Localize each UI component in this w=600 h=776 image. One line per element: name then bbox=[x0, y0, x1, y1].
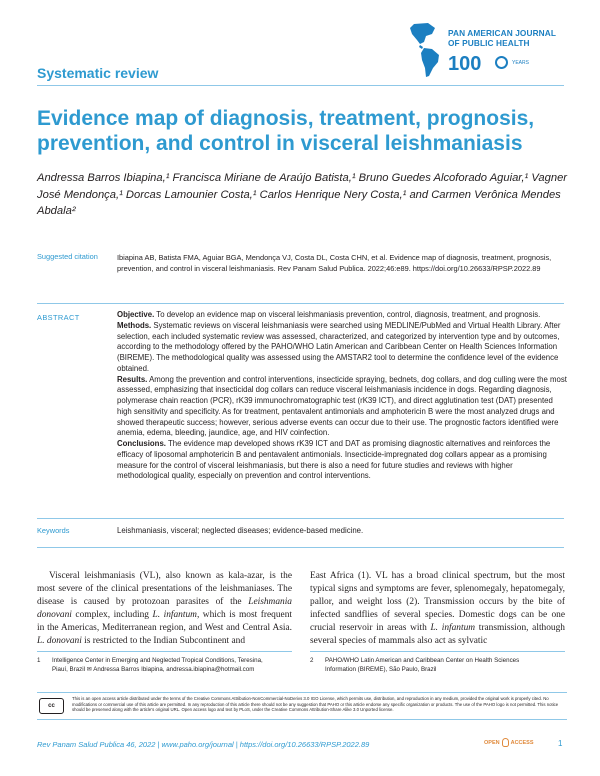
footnote-divider-right bbox=[310, 651, 565, 652]
journal-name-line2: OF PUBLIC HEALTH bbox=[448, 38, 530, 48]
page-number: 1 bbox=[558, 739, 563, 748]
anniversary-ring-icon bbox=[495, 56, 508, 69]
header-divider bbox=[37, 85, 564, 86]
methods-heading: Methods. bbox=[117, 320, 152, 330]
footnote-1-text: Intelligence Center in Emerging and Neglected Tropical Conditions, Teresina, Piauí, Brazil ✉ Andressa Barros Ibiapina, andressa.ibiapina@hotmail.com bbox=[52, 657, 263, 673]
abstract-conclusions bbox=[117, 439, 567, 482]
abstract-label: ABSTRACT bbox=[37, 313, 80, 322]
open-access-open: OPEN bbox=[484, 739, 500, 746]
open-access-lock-icon bbox=[502, 738, 509, 747]
open-access-badge bbox=[484, 738, 534, 747]
keywords-divider-bottom bbox=[37, 547, 564, 548]
body-right-text-2: transmission, although several species of mammals also act as sylvatic bbox=[310, 623, 565, 647]
anniversary-years: YEARS bbox=[512, 60, 529, 66]
footnote-1 bbox=[37, 657, 292, 687]
body-right-text-1: East Africa (1). VL has a broad clinical spectrum, but the most typical signs and symptoms are fever, splenomegaly, hepatomegaly, pallor, and weight loss (2). Transmission occurs by the bite of infected sandflies of several species. Domestic dogs can be one crucial reservoir in areas with bbox=[310, 571, 565, 634]
objective-text: To develop an evidence map on visceral leishmaniasis prevention, control, diagnosis, treatment, and prognosis. bbox=[154, 310, 541, 319]
footer-citation: Rev Panam Salud Publica 46, 2022 | www.paho.org/journal | https://doi.org/10.26633/RPSP.2022.89 bbox=[37, 740, 370, 749]
journal-logo bbox=[408, 22, 568, 82]
body-column-right bbox=[310, 570, 565, 649]
abstract-divider-top bbox=[37, 303, 564, 304]
body-column-left bbox=[37, 570, 292, 649]
footnote-2-number: 2 bbox=[310, 657, 314, 664]
footnote-2 bbox=[310, 657, 565, 687]
body-left-species: L. infantum bbox=[152, 610, 197, 621]
anniversary-number: 100 bbox=[448, 53, 482, 75]
abstract-objective bbox=[117, 310, 567, 321]
body-left-genus: Leishmania donovani bbox=[37, 597, 292, 621]
conclusions-heading: Conclusions. bbox=[117, 439, 166, 448]
creative-commons-icon: cc bbox=[39, 698, 64, 714]
journal-name-line1: PAN AMERICAN JOURNAL bbox=[448, 28, 557, 38]
license-text: This is an open access article distributed under the terms of the Creative Commons Attribution-NonCommercial-NoDerivs 3.0 IGO License, which permits use, distribution, and reproduction in any medium, provided the original work is properly cited. No modifications or commercial use of this article are permitted. In any reproduction of this article there should not be any suggestion that PAHO or this article endorse any specific organization or products. The use of the PAHO logo is not permitted. This notice should be preserved along with the article's original URL. Open access logo and text by PLoS, under the Creative Commons Attribution-Share Alike 3.0 Unported license. bbox=[72, 696, 559, 713]
abstract-methods bbox=[117, 321, 567, 375]
abstract-body bbox=[117, 310, 567, 482]
keywords-label: Keywords bbox=[37, 526, 70, 535]
body-left-text-4: is restricted to the Indian Subcontinent and bbox=[81, 636, 246, 647]
body-left-text-2: complex, including bbox=[71, 610, 153, 621]
conclusions-text: The evidence map developed shows rK39 ICT and DAT as promising diagnostic alternatives and reinforces the efficacy of liposomal amphotericin B and pentavalent antimonials. Insecticide-impregnated dog collars appear as a promising measure for the control of visceral leishmaniasis, but there is also a need for future studies and reviews with higher methodological quality, especially on prevention and control interventions. bbox=[117, 439, 551, 481]
body-right-species: L. infantum bbox=[430, 623, 476, 634]
objective-heading: Objective. bbox=[117, 310, 155, 319]
abstract-results bbox=[117, 375, 567, 440]
open-access-access: ACCESS bbox=[510, 739, 534, 746]
body-left-text-1: Visceral leishmaniasis (VL), also known as kala-azar, is the most severe of the clinical presentations of the leishmaniases. The disease is caused by protozoan parasites of the bbox=[37, 571, 292, 608]
keywords-text: Leishmaniasis, visceral; neglected diseases; evidence-based medicine. bbox=[117, 526, 364, 535]
body-left-species-2: L. donovani bbox=[37, 636, 82, 647]
citation-label: Suggested citation bbox=[37, 252, 98, 261]
results-heading: Results. bbox=[117, 374, 148, 384]
license-box bbox=[37, 692, 567, 720]
footnote-2-text: PAHO/WHO Latin American and Caribbean Center on Health Sciences Information (BIREME), São Paulo, Brazil bbox=[325, 657, 520, 673]
footnote-divider-left bbox=[37, 651, 292, 652]
body-left-text-3: , which is most frequent in the Americas, Mediterranean region, and West and Central Asia. bbox=[37, 610, 292, 634]
journal-name bbox=[448, 28, 556, 48]
results-text: Among the prevention and control interventions, insecticide spraying, bednets, dog collars, and dog culling were the most assessed, emphasizing that insecticidal dog collars can reduce visceral leishmaniasis incidence in dogs. Regarding diagnosis, polymerase chain reaction (PCR), rK39 immunochromatographic test (rK39 ICT), and direct agglutination test (DAT) presented high sensitivity and specificity. As for treatment, pentavalent antimonials and amphotericin B were the most analyzed drugs and showed therapeutic success; however, serious adverse events can occur due to their use. The prognostic factors identified were anemia, edema, bleeding, jaundice, age, and HIV coinfection. bbox=[117, 374, 567, 438]
methods-text: Systematic reviews on visceral leishmaniasis were searched using MEDLINE/PubMed and Virtual Health Library. After selection, each included systematic review was assessed, characterized, and categorized by intervention type and by outcomes, according to the methodology offered by the PAHO/WHO Latin American and Caribbean Center on Health Sciences Information (BIREME). The methodological quality was assessed using the AMSTAR2 tool to determine the confidence level of the evidence obtained. bbox=[117, 320, 561, 373]
author-list: Andressa Barros Ibiapina,¹ Francisca Miriane de Araújo Batista,¹ Bruno Guedes Alcoforado Aguiar,¹ Vagner José Mendonça,¹ Dorcas Lamounier Costa,¹ Carlos Henrique Nery Costa,¹ and Carmen Verônica Mendes Abdala² bbox=[37, 172, 568, 217]
footnote-1-number: 1 bbox=[37, 657, 41, 664]
americas-map-icon bbox=[408, 22, 444, 78]
section-label: Systematic review bbox=[37, 65, 159, 81]
keywords-divider-top bbox=[37, 518, 564, 519]
citation-text: Ibiapina AB, Batista FMA, Aguiar BGA, Mendonça VJ, Costa DL, Costa CHN, et al. Evidence map of diagnosis, treatment, prognosis, prevention, and control in visceral leishmaniasis. Rev Panam Salud Publica. 2022;46:e89. https://doi.org/10.26633/RPSP.2022.89 bbox=[117, 253, 552, 273]
article-title: Evidence map of diagnosis, treatment, prognosis, prevention, and control in visceral leishmaniasis bbox=[37, 107, 535, 155]
